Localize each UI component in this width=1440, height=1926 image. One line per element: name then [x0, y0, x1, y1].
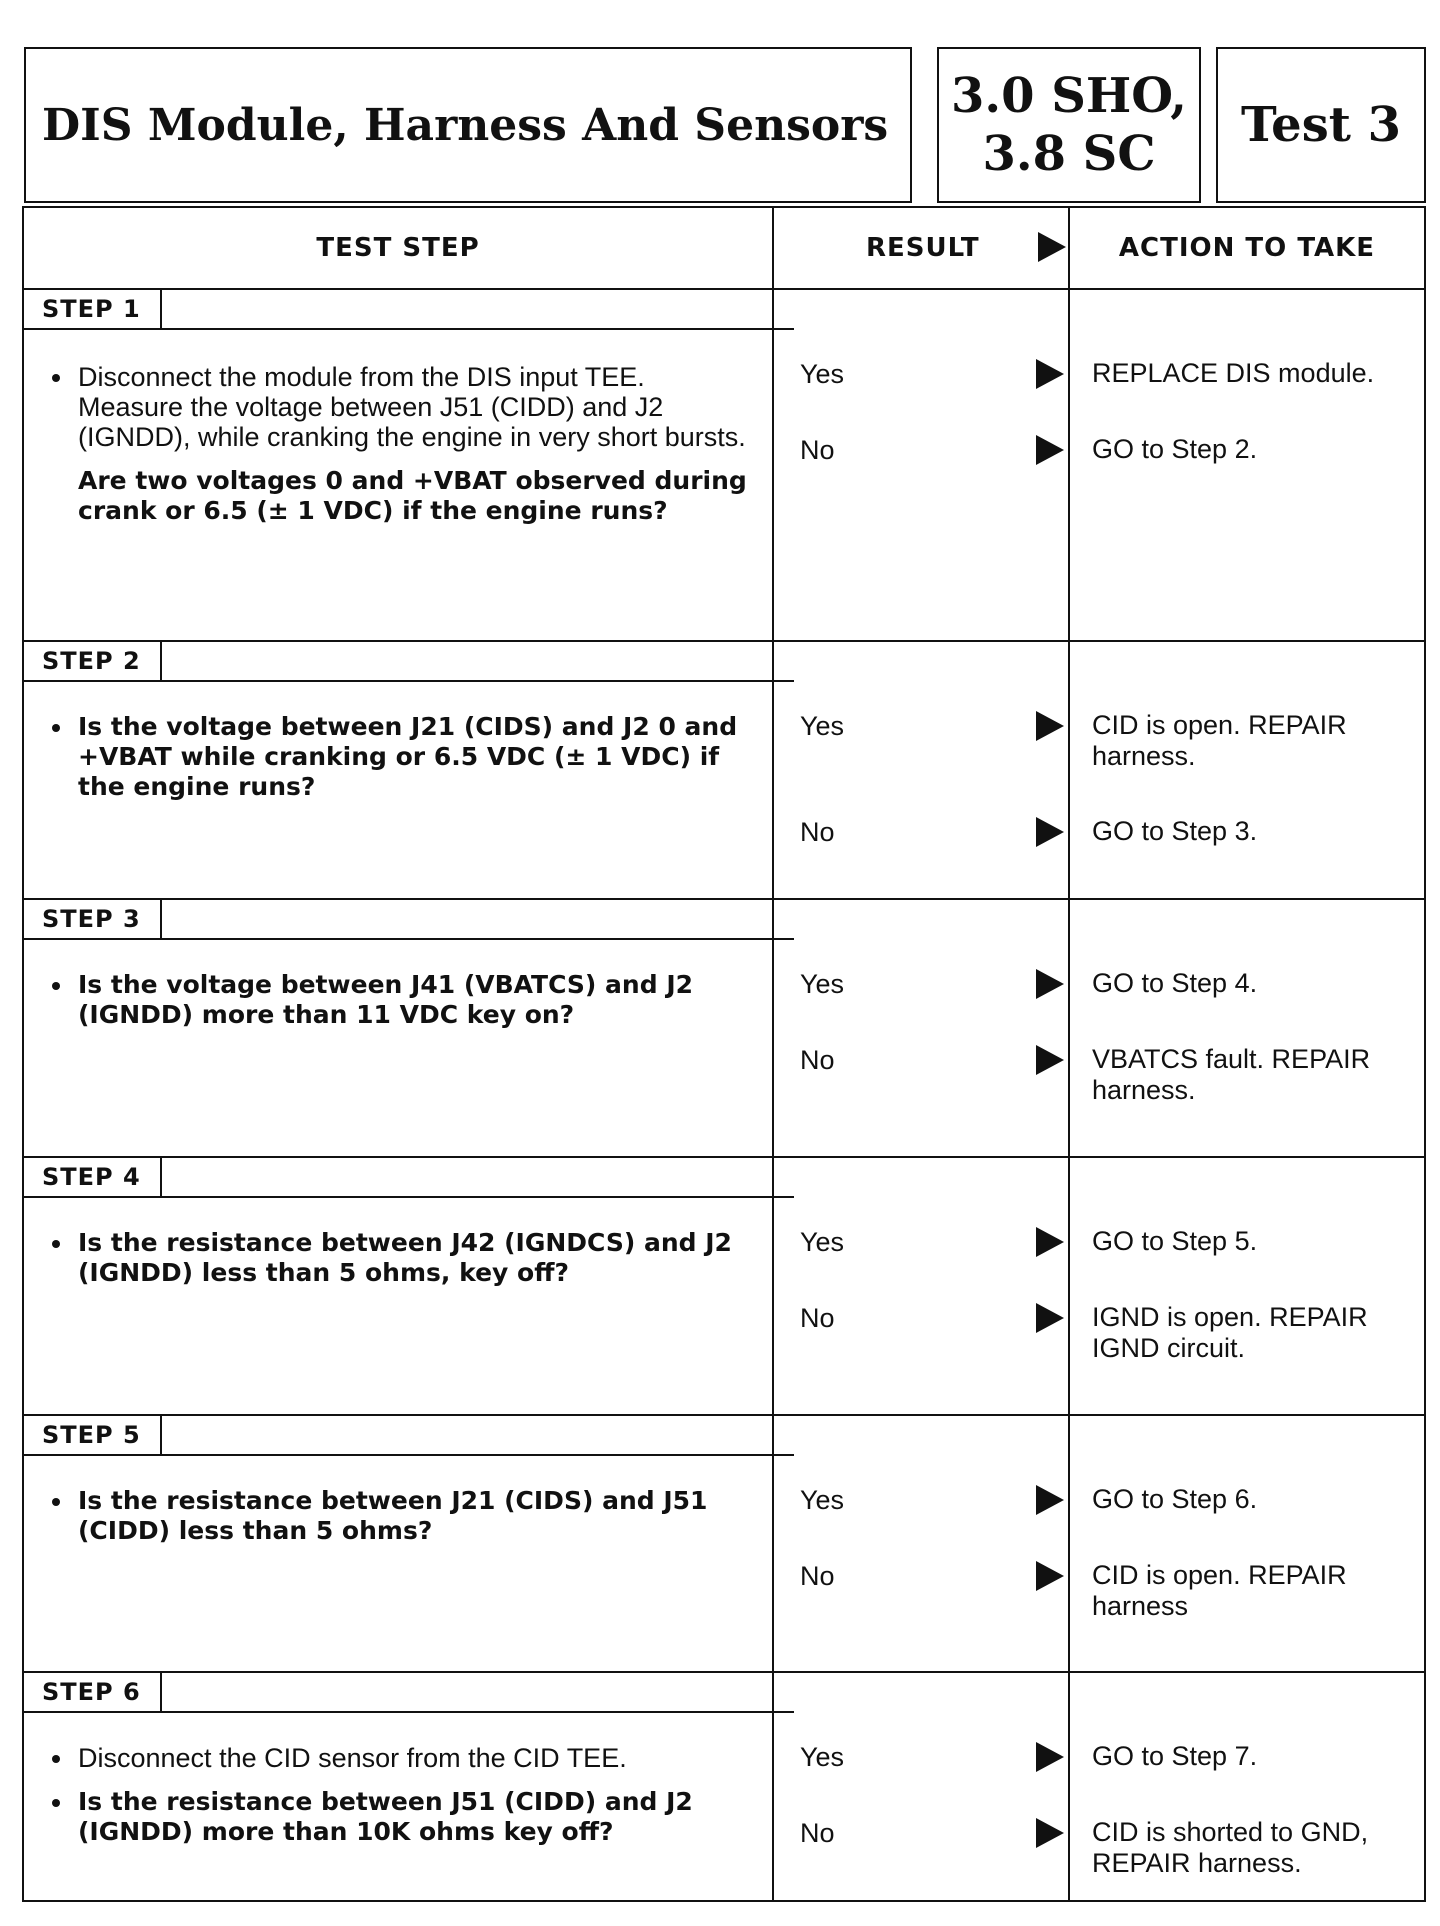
- step-2-yes: Yes: [800, 711, 845, 741]
- step-3-question: Is the voltage between J41 (VBATCS) and J2 (IGNDD) more than 11 VDC key on?: [50, 970, 750, 1044]
- step-4-no-action: IGND is open. REPAIR IGND circuit.: [1092, 1302, 1368, 1363]
- step-4-question: Is the resistance between J42 (IGNDCS) and J2 (IGNDD) less than 5 ohms, key off?: [50, 1228, 750, 1302]
- step-1-instruction: Disconnect the module from the DIS input TEE. Measure the voltage between J51 (CIDD) and J2 (IGNDD), while cranking the engine in very short bursts.: [50, 362, 750, 452]
- step-2-no-arrow-icon: [1036, 817, 1064, 847]
- step-6-yes-action: GO to Step 7.: [1092, 1741, 1258, 1771]
- step-6-yes-arrow-icon: [1036, 1742, 1064, 1772]
- step-5-no: No: [800, 1561, 835, 1591]
- step-4-label: STEP 4: [24, 1158, 162, 1198]
- step-6-body: [50, 1743, 750, 1861]
- step-1-no-arrow-icon: [1036, 435, 1064, 465]
- step-4-no: No: [800, 1303, 835, 1333]
- step-6-no-arrow-icon: [1036, 1818, 1064, 1848]
- step-1-body: [50, 362, 750, 526]
- step-1-no: No: [800, 435, 835, 465]
- step-1-question: Are two voltages 0 and +VBAT observed during crank or 6.5 (± 1 VDC) if the engine runs?: [78, 466, 747, 525]
- step-2-label: STEP 2: [24, 642, 162, 682]
- result-arrow-icon: [1038, 232, 1066, 262]
- step-3-yes: Yes: [800, 969, 845, 999]
- step-1-yes-arrow-icon: [1036, 359, 1064, 389]
- step-2-no: No: [800, 817, 835, 847]
- step-5-no-arrow-icon: [1036, 1561, 1064, 1591]
- column-divider: [772, 208, 774, 1900]
- step-1-label: STEP 1: [24, 290, 162, 330]
- step-1-yes-action: REPLACE DIS module.: [1092, 358, 1375, 388]
- column-header-action: ACTION TO TAKE: [1118, 233, 1376, 263]
- column-header-test-step: TEST STEP: [316, 233, 480, 263]
- step-5-yes: Yes: [800, 1485, 845, 1515]
- page-title: [24, 47, 912, 203]
- step-6-no: No: [800, 1818, 835, 1848]
- step-3-yes-arrow-icon: [1036, 969, 1064, 999]
- engine-line-1: 3.0 SHO,: [951, 68, 1187, 124]
- step-4-yes: Yes: [800, 1227, 845, 1257]
- test-table: [22, 206, 1426, 1902]
- step-1-no-action: GO to Step 2.: [1092, 434, 1258, 464]
- step-5-question: Is the resistance between J21 (CIDS) and J51 (CIDD) less than 5 ohms?: [50, 1486, 750, 1560]
- step-4-yes-action: GO to Step 5.: [1092, 1226, 1258, 1256]
- step-3-no: No: [800, 1045, 835, 1075]
- step-4-no-arrow-icon: [1036, 1303, 1064, 1333]
- step-4-yes-arrow-icon: [1036, 1227, 1064, 1257]
- step-6-yes: Yes: [800, 1742, 845, 1772]
- test-badge: [1216, 47, 1426, 203]
- step-6-no-action: CID is shorted to GND, REPAIR harness.: [1092, 1817, 1369, 1878]
- engine-badge: [937, 47, 1201, 203]
- step-3-yes-action: GO to Step 4.: [1092, 968, 1258, 998]
- page-title-text: DIS Module, Harness And Sensors: [42, 99, 889, 151]
- step-3-no-arrow-icon: [1036, 1045, 1064, 1075]
- step-2-question: Is the voltage between J21 (CIDS) and J2 0 and +VBAT while cranking or 6.5 VDC (± 1 VDC) if the engine runs?: [50, 712, 750, 816]
- test-label: Test 3: [1240, 97, 1402, 153]
- step-6-label: STEP 6: [24, 1673, 162, 1713]
- step-5-no-action: CID is open. REPAIR harness: [1092, 1560, 1347, 1621]
- step-6-question: Is the resistance between J51 (CIDD) and J2 (IGNDD) more than 10K ohms key off?: [50, 1787, 750, 1847]
- step-1-yes: Yes: [800, 359, 845, 389]
- step-3-no-action: VBATCS fault. REPAIR harness.: [1092, 1044, 1371, 1105]
- step-5-yes-arrow-icon: [1036, 1485, 1064, 1515]
- step-5-yes-action: GO to Step 6.: [1092, 1484, 1258, 1514]
- step-2-yes-action: CID is open. REPAIR harness.: [1092, 710, 1347, 771]
- step-5-label: STEP 5: [24, 1416, 162, 1456]
- engine-line-2: 3.8 SC: [982, 126, 1156, 182]
- column-header-result: RESULT: [866, 233, 980, 263]
- step-6-instruction: Disconnect the CID sensor from the CID TEE.: [50, 1743, 750, 1773]
- step-3-label: STEP 3: [24, 900, 162, 940]
- step-2-no-action: GO to Step 3.: [1092, 816, 1258, 846]
- header-divider: [24, 288, 1424, 290]
- step-2-yes-arrow-icon: [1036, 711, 1064, 741]
